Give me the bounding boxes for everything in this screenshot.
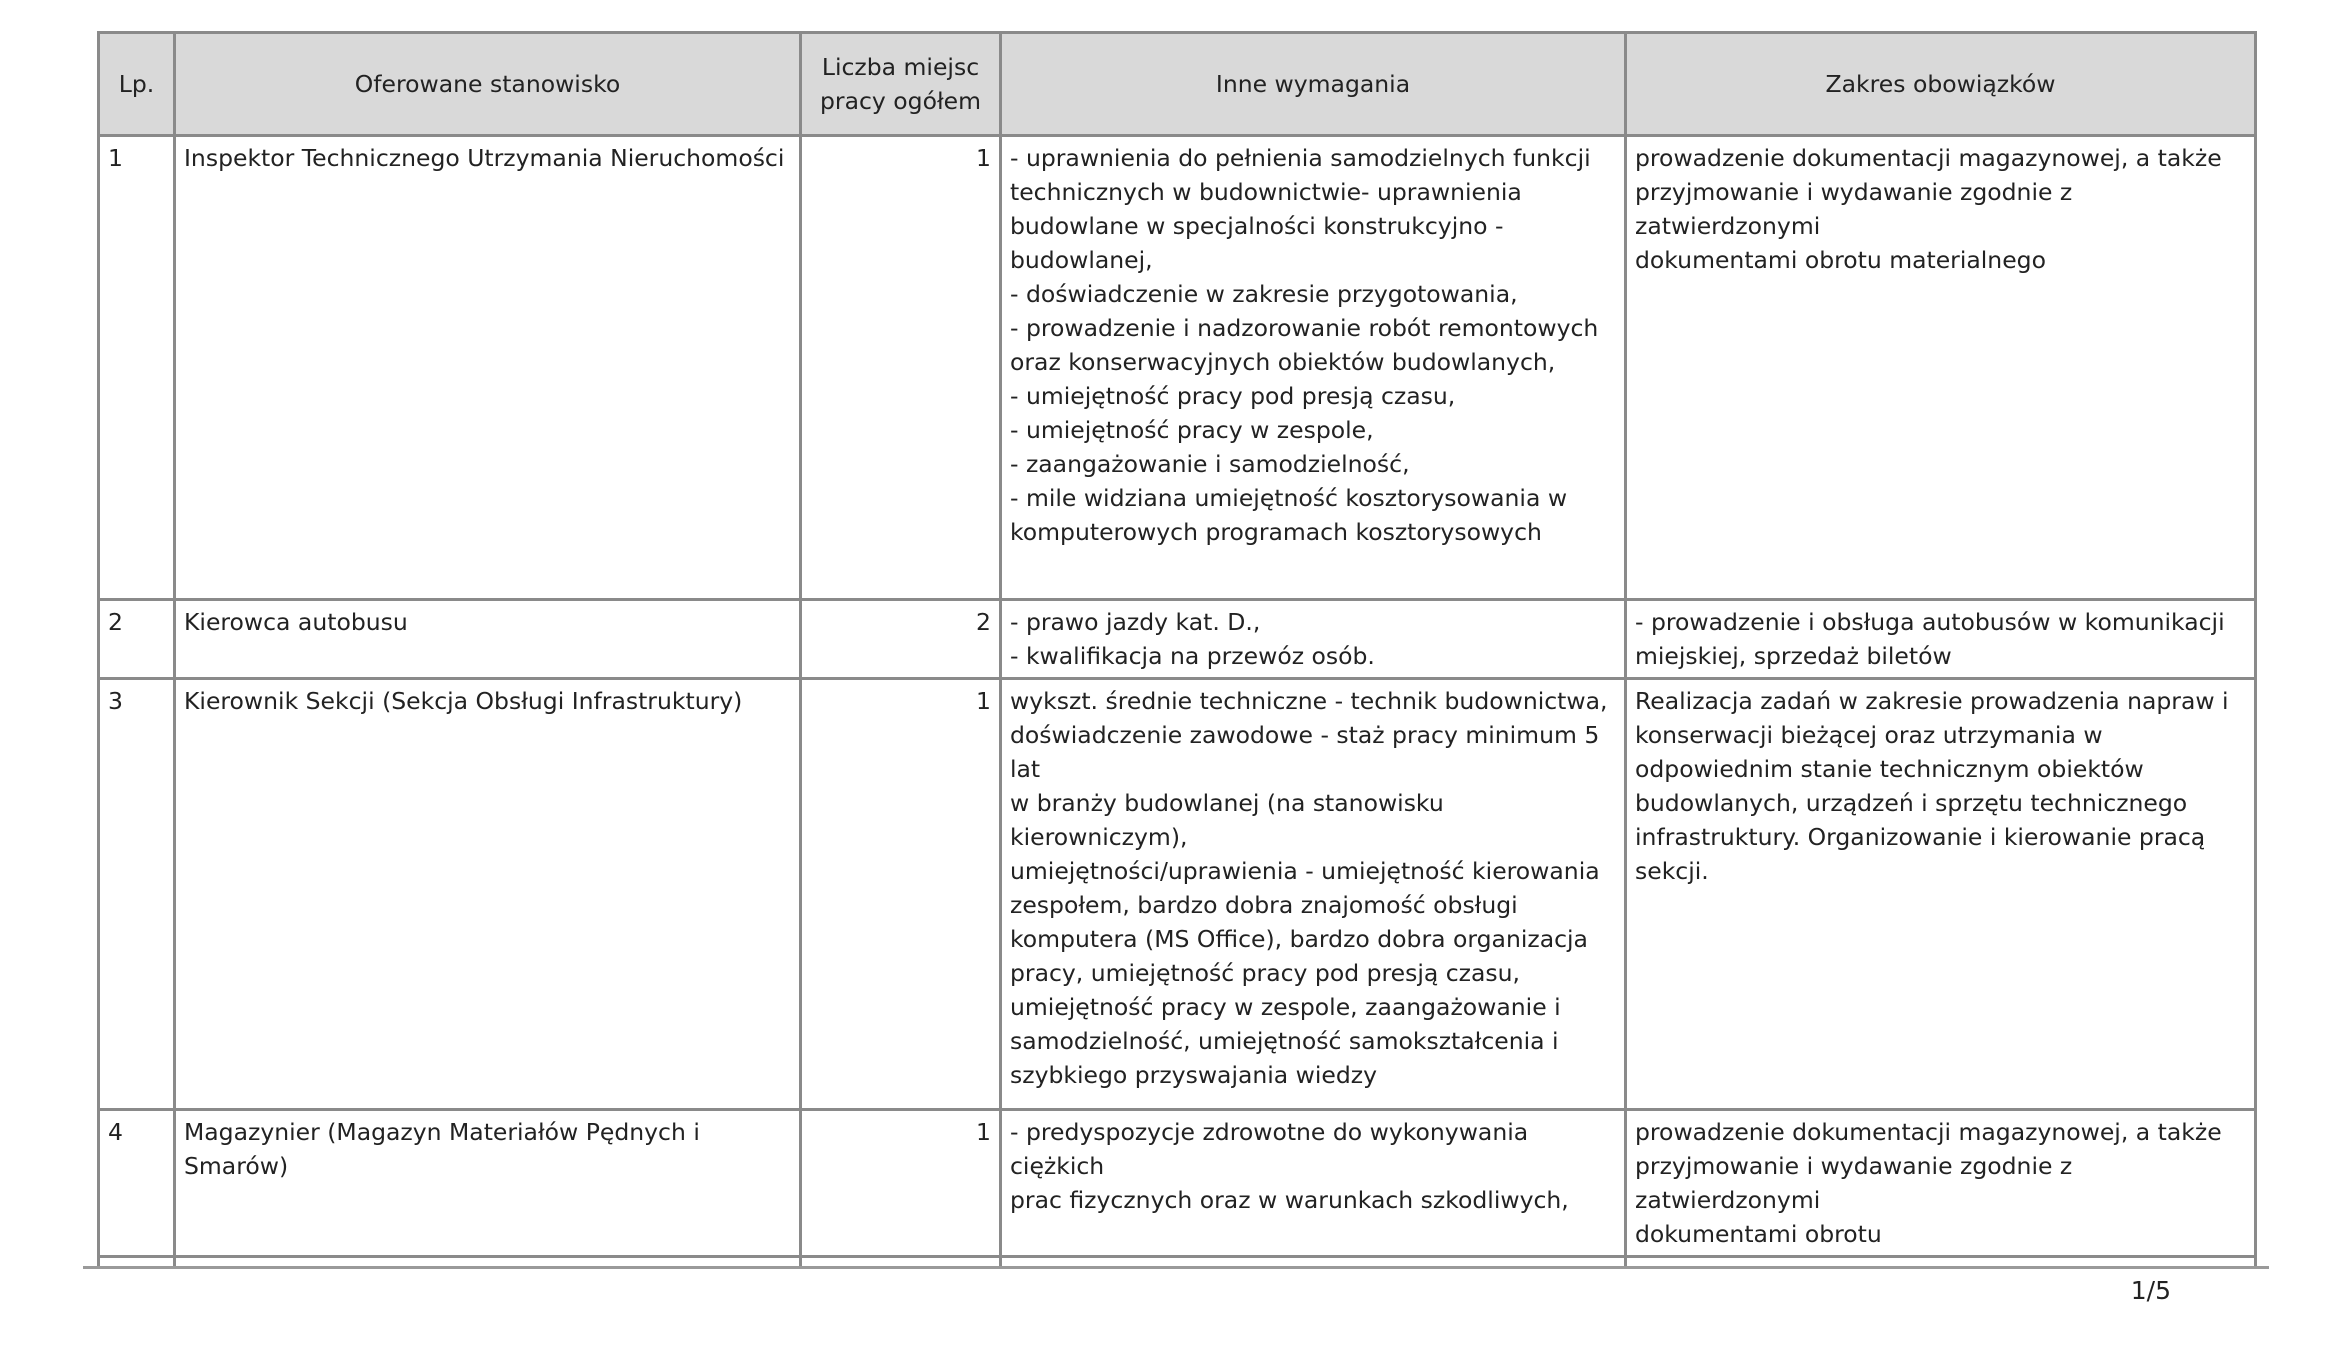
header-duties: Zakres obowiązków — [1626, 33, 2256, 136]
cell-requirements: - predyspozycje zdrowotne do wykonywania ciężkich prac fizycznych oraz w warunkach szkodliwych, — [1001, 1110, 1626, 1257]
cell-position: Inspektor Technicznego Utrzymania Nieruchomości — [175, 136, 801, 600]
header-requirements: Inne wymagania — [1001, 33, 1626, 136]
table-row — [99, 1110, 2256, 1257]
cell-duties: prowadzenie dokumentacji magazynowej, a także przyjmowanie i wydawanie zgodnie z zatwierdzonymi dokumentami obrotu — [1626, 1110, 2256, 1257]
header-lp: Lp. — [99, 33, 175, 136]
table-row — [99, 600, 2256, 679]
cell-duties: - prowadzenie i obsługa autobusów w komunikacji miejskiej, sprzedaż biletów — [1626, 600, 2256, 679]
cell-lp: 4 — [99, 1110, 175, 1257]
footer-divider — [83, 1266, 2269, 1269]
cell-lp: 1 — [99, 136, 175, 600]
table-row — [99, 136, 2256, 600]
cell-count: 1 — [801, 136, 1001, 600]
table-row — [99, 679, 2256, 1110]
cell-position: Magazynier (Magazyn Materiałów Pędnych i Smarów) — [175, 1110, 801, 1257]
cell-requirements: wykszt. średnie techniczne - technik budownictwa, doświadczenie zawodowe - staż pracy minimum 5 lat w branży budowlanej (na stanowisku kierowniczym), umiejętności/uprawienia - umiejętność kierowania zespołem, bardzo dobra znajomość obsługi komputera (MS Office), bardzo dobra organizacja pracy, umiejętność pracy pod presją czasu, umiejętność pracy w zespole, zaangażowanie i samodzielność, umiejętność samokształcenia i szybkiego przyswajania wiedzy — [1001, 679, 1626, 1110]
cell-requirements: - prawo jazdy kat. D., - kwalifikacja na przewóz osób. — [1001, 600, 1626, 679]
cell-lp: 3 — [99, 679, 175, 1110]
header-position: Oferowane stanowisko — [175, 33, 801, 136]
cell-position: Kierownik Sekcji (Sekcja Obsługi Infrastruktury) — [175, 679, 801, 1110]
cell-requirements: - uprawnienia do pełnienia samodzielnych funkcji technicznych w budownictwie- uprawnienia budowlane w specjalności konstrukcyjno - budowlanej, - doświadczenie w zakresie przygotowania, - prowadzenie i nadzorowanie robót remontowych oraz konserwacyjnych obiektów budowlanych, - umiejętność pracy pod presją czasu, - umiejętność pracy w zespole, - zaangażowanie i samodzielność, - mile widziana umiejętność kosztorysowania w komputerowych programach kosztorysowych — [1001, 136, 1626, 600]
cell-duties: Realizacja zadań w zakresie prowadzenia napraw i konserwacji bieżącej oraz utrzymania w odpowiednim stanie technicznym obiektów budowlanych, urządzeń i sprzętu technicznego infrastruktury. Organizowanie i kierowanie pracą sekcji. — [1626, 679, 2256, 1110]
cell-duties: prowadzenie dokumentacji magazynowej, a także przyjmowanie i wydawanie zgodnie z zatwierdzonymi dokumentami obrotu materialnego — [1626, 136, 2256, 600]
cell-count: 2 — [801, 600, 1001, 679]
cell-count: 1 — [801, 679, 1001, 1110]
cell-count: 1 — [801, 1110, 1001, 1257]
page-number: 1/5 — [2130, 1276, 2171, 1305]
header-count: Liczba miejsc pracy ogółem — [801, 33, 1001, 136]
cell-position: Kierowca autobusu — [175, 600, 801, 679]
job-offers-table — [97, 31, 2257, 1268]
cell-lp: 2 — [99, 600, 175, 679]
table-header-row — [99, 33, 2256, 136]
